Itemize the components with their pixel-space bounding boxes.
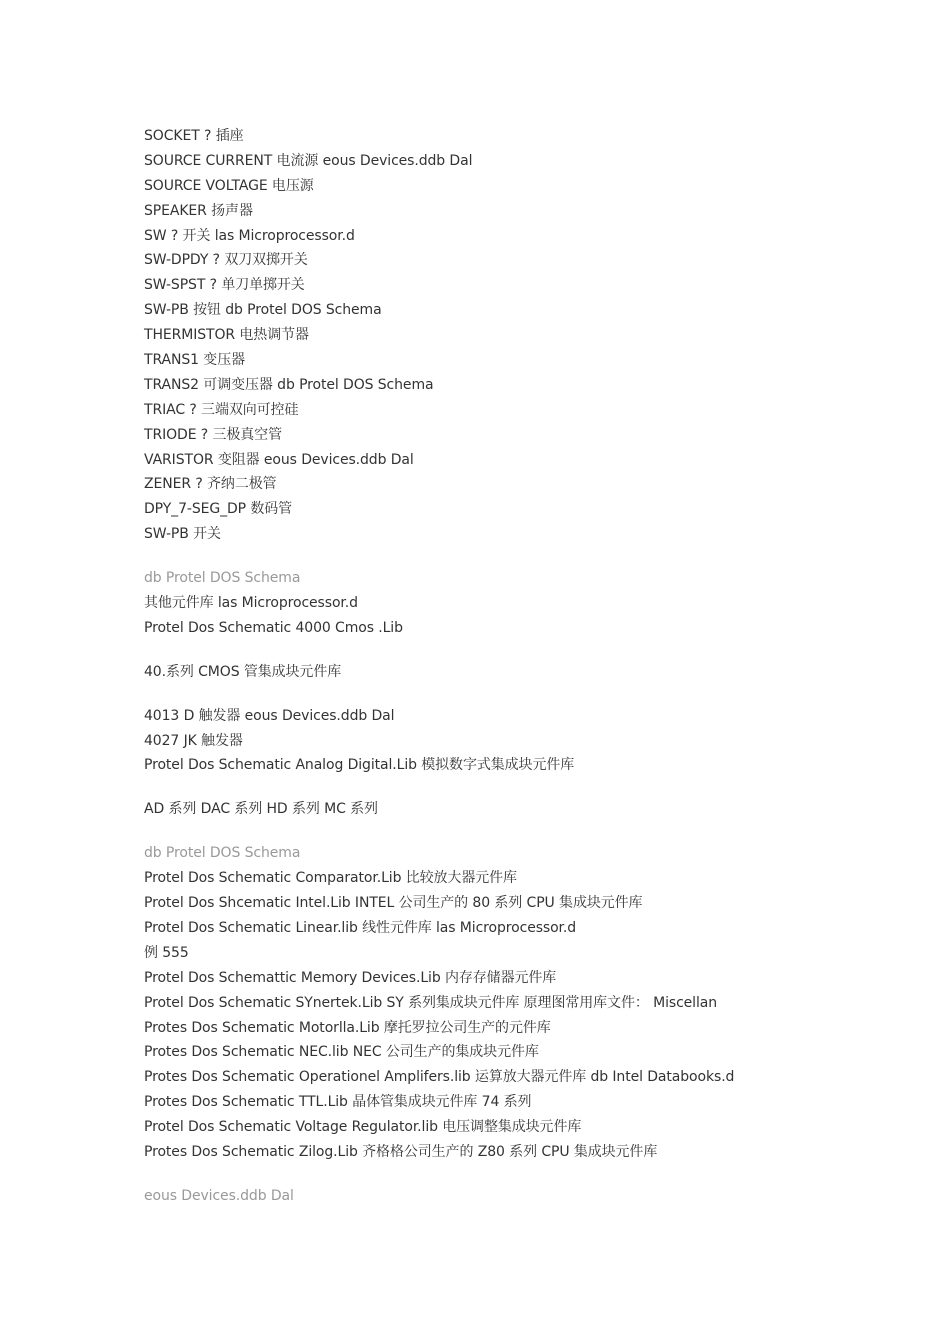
text-line: SW-SPST ? 单刀单掷开关: [144, 277, 305, 294]
text-line: SPEAKER 扬声器: [144, 202, 253, 219]
text-line: SW-DPDY ? 双刀双掷开关: [144, 252, 308, 269]
text-line: SW-PB 开关: [144, 526, 221, 543]
text-line: SW ? 开关 las Microprocessor.d: [144, 227, 355, 244]
text-line: THERMISTOR 电热调节器: [144, 327, 309, 344]
text-line: Protel Dos Schemattic Memory Devices.Lib 内存存储器元件库: [144, 969, 557, 986]
text-line: VARISTOR 变阻器 eous Devices.ddb Dal: [144, 451, 414, 468]
text-line: SW-PB 按钮 db Protel DOS Schema: [144, 302, 382, 319]
text-line: SOCKET ? 插座: [144, 128, 244, 144]
library-section: [144, 704, 904, 779]
text-line: Protel Dos Schematic 4000 Cmos .Lib: [144, 619, 403, 636]
text-line: Protel Dos Schematic Analog Digital.Lib 模拟数字式集成块元件库: [144, 757, 575, 774]
text-line: ZENER ? 齐纳二极管: [144, 476, 277, 493]
text-line: Protel Dos Schematic Linear.lib 线性元件库 las Microprocessor.d: [144, 919, 577, 936]
text-line: Protes Dos Schematic NEC.lib NEC 公司生产的集成块元件库: [144, 1044, 539, 1061]
text-line: SOURCE VOLTAGE 电压源: [144, 177, 314, 194]
text-line: Protel Dos Schematic Voltage Regulator.lib 电压调整集成块元件库: [144, 1119, 582, 1136]
text-line: 例 555: [144, 944, 189, 961]
text-line: Protel Dos Schematic SYnertek.Lib SY 系列集成块元件库 原理图常用库文件： Miscellan: [144, 994, 718, 1011]
text-line: 4013 D 触发器 eous Devices.ddb Dal: [144, 707, 395, 724]
text-line: Protes Dos Schematic Zilog.Lib 齐格格公司生产的 Z80 系列 CPU 集成块元件库: [144, 1143, 658, 1160]
watermark-text: db Protel DOS Schema: [144, 570, 301, 587]
text-line: Protel Dos Shcematic Intel.Lib INTEL 公司生产的 80 系列 CPU 集成块元件库: [144, 895, 643, 912]
text-line: 其他元件库 las Microprocessor.d: [144, 595, 358, 612]
text-line: Protes Dos Schematic TTL.Lib 晶体管集成块元件库 74 系列: [144, 1094, 532, 1111]
text-line: Protel Dos Schematic Comparator.Lib 比较放大器元件库: [144, 870, 517, 887]
watermark-text: eous Devices.ddb Dal: [144, 1187, 294, 1204]
library-section: [144, 841, 904, 1165]
document-body: [144, 124, 904, 1209]
text-line: TRIODE ? 三极真空管: [144, 426, 282, 443]
text-line: Protes Dos Schematic Operationel Amplifers.lib 运算放大器元件库 db Intel Databooks.d: [144, 1069, 735, 1086]
text-line: SOURCE CURRENT 电流源 eous Devices.ddb Dal: [144, 152, 473, 169]
library-section: [144, 566, 904, 641]
text-line: TRANS1 变压器: [144, 352, 246, 369]
watermark-text: db Protel DOS Schema: [144, 845, 301, 862]
section-heading: AD 系列 DAC 系列 HD 系列 MC 系列: [144, 801, 378, 818]
text-line: 4027 JK 触发器: [144, 732, 243, 749]
component-list: [144, 124, 904, 547]
text-line: TRIAC ? 三端双向可控硅: [144, 401, 299, 418]
section-heading: 40.系列 CMOS 管集成块元件库: [144, 663, 342, 680]
text-line: Protes Dos Schematic Motorlla.Lib 摩托罗拉公司生产的元件库: [144, 1019, 551, 1036]
text-line: DPY_7-SEG_DP 数码管: [144, 501, 293, 518]
text-line: TRANS2 可调变压器 db Protel DOS Schema: [144, 376, 434, 393]
